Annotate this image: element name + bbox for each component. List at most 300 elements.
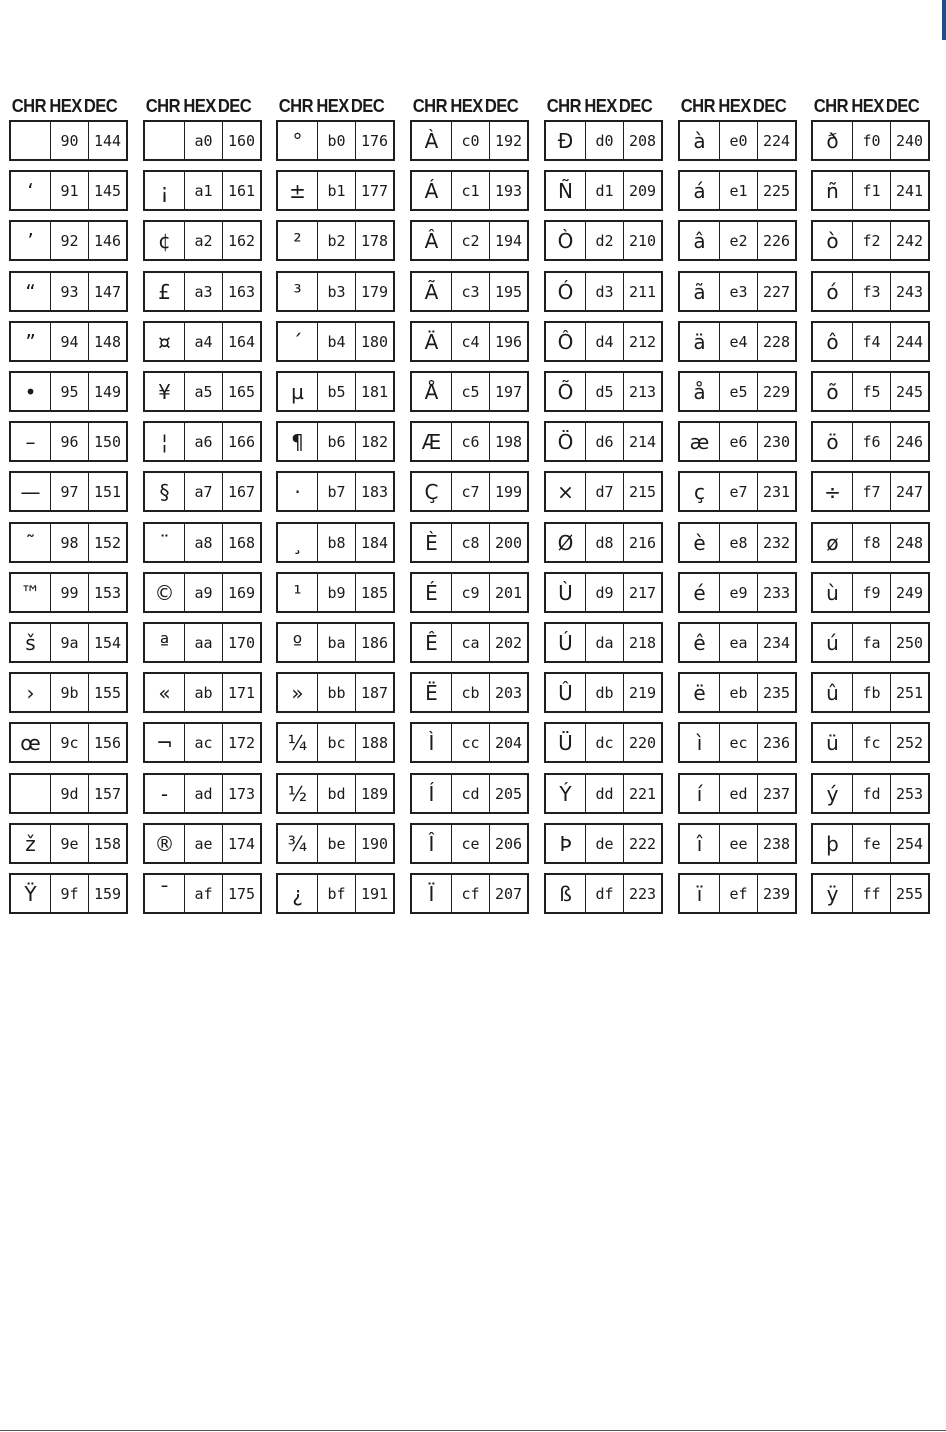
decimal-code-cell: 245: [895, 382, 924, 401]
character-cell: î: [680, 825, 720, 862]
character-cell: ”: [11, 323, 51, 360]
hex-code-cell: d8: [586, 524, 624, 561]
table-row: [143, 471, 262, 512]
decimal-code-cell: 201: [494, 583, 523, 602]
decimal-code-cell: 146: [93, 231, 122, 250]
character-cell: £: [145, 273, 185, 310]
decimal-code-cell: 239: [762, 884, 791, 903]
decimal-code-cell: 180: [360, 332, 389, 351]
character-cell: Ç: [412, 473, 452, 510]
table-row: [410, 572, 529, 613]
hex-code-cell: d7: [586, 473, 624, 510]
table-row: [9, 170, 128, 211]
character-cell: [11, 775, 51, 812]
decimal-code-cell: 227: [762, 282, 791, 301]
table-row: [276, 220, 395, 261]
hex-code-cell: d5: [586, 373, 624, 410]
table-row: [9, 873, 128, 914]
character-cell: ù: [813, 574, 853, 611]
table-column: [678, 95, 797, 906]
character-cell: [11, 122, 51, 159]
hex-code-cell: a1: [185, 172, 223, 209]
hex-code-cell: c6: [452, 423, 490, 460]
decimal-code-cell: 233: [762, 583, 791, 602]
header-hex: HEX: [851, 95, 884, 116]
decimal-code-cell: 163: [227, 282, 256, 301]
decimal-code-cell: 158: [93, 834, 122, 853]
decimal-code-cell: 219: [628, 683, 657, 702]
hex-code-cell: d4: [586, 323, 624, 360]
decimal-code-cell: 193: [494, 181, 523, 200]
column-header: [544, 95, 653, 117]
character-cell: ð: [813, 122, 853, 159]
column-header: [410, 95, 519, 117]
character-cell: µ: [278, 373, 318, 410]
header-dec: DEC: [484, 95, 519, 116]
column-header: [276, 95, 385, 117]
table-row: [410, 170, 529, 211]
character-cell: í: [680, 775, 720, 812]
decimal-code-cell: 166: [227, 432, 256, 451]
decimal-code-cell: 217: [628, 583, 657, 602]
decimal-code-cell: 202: [494, 633, 523, 652]
table-row: [410, 371, 529, 412]
decimal-code-cell: 176: [360, 131, 389, 150]
hex-code-cell: a4: [185, 323, 223, 360]
character-cell: ç: [680, 473, 720, 510]
table-column: [811, 95, 930, 906]
decimal-code-cell: 168: [227, 533, 256, 552]
table-row: [276, 120, 395, 161]
table-row: [276, 622, 395, 663]
hex-code-cell: 91: [51, 172, 89, 209]
table-row: [811, 271, 930, 312]
character-cell: ¸: [278, 524, 318, 561]
hex-code-cell: c3: [452, 273, 490, 310]
decimal-code-cell: 241: [895, 181, 924, 200]
character-cell: ú: [813, 624, 853, 661]
decimal-code-cell: 223: [628, 884, 657, 903]
table-row: [811, 873, 930, 914]
character-cell: —: [11, 473, 51, 510]
decimal-code-cell: 225: [762, 181, 791, 200]
character-cell: °: [278, 122, 318, 159]
hex-code-cell: f7: [853, 473, 891, 510]
table-row: [811, 220, 930, 261]
footer-rule: [0, 1430, 946, 1431]
decimal-code-cell: 230: [762, 432, 791, 451]
character-cell: Ü: [546, 724, 586, 761]
hex-code-cell: d2: [586, 222, 624, 259]
header-hex: HEX: [183, 95, 216, 116]
table-row: [9, 471, 128, 512]
table-row: [811, 622, 930, 663]
header-hex: HEX: [450, 95, 483, 116]
hex-code-cell: ea: [720, 624, 758, 661]
header-chr: CHR: [813, 95, 848, 116]
decimal-code-cell: 165: [227, 382, 256, 401]
table-row: [276, 522, 395, 563]
table-row: [544, 672, 663, 713]
character-cell: ª: [145, 624, 185, 661]
hex-code-cell: b7: [318, 473, 356, 510]
hex-code-cell: dc: [586, 724, 624, 761]
table-row: [143, 170, 262, 211]
hex-code-cell: cc: [452, 724, 490, 761]
table-row: [811, 471, 930, 512]
decimal-code-cell: 167: [227, 482, 256, 501]
character-cell: §: [145, 473, 185, 510]
table-row: [410, 471, 529, 512]
decimal-code-cell: 182: [360, 432, 389, 451]
character-cell: ë: [680, 674, 720, 711]
decimal-code-cell: 216: [628, 533, 657, 552]
table-row: [143, 421, 262, 462]
character-cell: Ñ: [546, 172, 586, 209]
character-cell: Ò: [546, 222, 586, 259]
decimal-code-cell: 161: [227, 181, 256, 200]
character-cell: Ä: [412, 323, 452, 360]
decimal-code-cell: 224: [762, 131, 791, 150]
table-row: [544, 722, 663, 763]
hex-code-cell: a8: [185, 524, 223, 561]
hex-code-cell: f9: [853, 574, 891, 611]
table-row: [410, 773, 529, 814]
column-header: [143, 95, 252, 117]
decimal-code-cell: 190: [360, 834, 389, 853]
table-row: [143, 321, 262, 362]
decimal-code-cell: 221: [628, 784, 657, 803]
header-dec: DEC: [752, 95, 787, 116]
hex-code-cell: f5: [853, 373, 891, 410]
decimal-code-cell: 231: [762, 482, 791, 501]
column-header: [811, 95, 920, 117]
decimal-code-cell: 169: [227, 583, 256, 602]
character-cell: ¼: [278, 724, 318, 761]
table-row: [678, 773, 797, 814]
decimal-code-cell: 171: [227, 683, 256, 702]
decimal-code-cell: 170: [227, 633, 256, 652]
hex-code-cell: bb: [318, 674, 356, 711]
hex-code-cell: e4: [720, 323, 758, 360]
character-cell: ý: [813, 775, 853, 812]
decimal-code-cell: 250: [895, 633, 924, 652]
hex-code-cell: c7: [452, 473, 490, 510]
table-row: [9, 120, 128, 161]
hex-code-cell: f4: [853, 323, 891, 360]
table-row: [544, 220, 663, 261]
character-cell: Ù: [546, 574, 586, 611]
character-cell: œ: [11, 724, 51, 761]
character-cell: ¯: [145, 875, 185, 912]
header-hex: HEX: [316, 95, 349, 116]
decimal-code-cell: 232: [762, 533, 791, 552]
header-chr: CHR: [412, 95, 447, 116]
table-row: [9, 622, 128, 663]
hex-code-cell: e6: [720, 423, 758, 460]
character-cell: •: [11, 373, 51, 410]
hex-code-cell: bd: [318, 775, 356, 812]
table-row: [276, 170, 395, 211]
decimal-code-cell: 246: [895, 432, 924, 451]
table-row: [678, 572, 797, 613]
hex-code-cell: 94: [51, 323, 89, 360]
decimal-code-cell: 247: [895, 482, 924, 501]
character-cell: ³: [278, 273, 318, 310]
hex-code-cell: e5: [720, 373, 758, 410]
decimal-code-cell: 173: [227, 784, 256, 803]
character-cell: ö: [813, 423, 853, 460]
character-cell: Û: [546, 674, 586, 711]
decimal-code-cell: 206: [494, 834, 523, 853]
table-row: [410, 120, 529, 161]
decimal-code-cell: 188: [360, 733, 389, 752]
table-row: [544, 371, 663, 412]
table-row: [410, 522, 529, 563]
character-cell: ¤: [145, 323, 185, 360]
table-row: [9, 823, 128, 864]
hex-code-cell: aa: [185, 624, 223, 661]
decimal-code-cell: 174: [227, 834, 256, 853]
header-chr: CHR: [11, 95, 46, 116]
hex-code-cell: 96: [51, 423, 89, 460]
hex-code-cell: d9: [586, 574, 624, 611]
decimal-code-cell: 145: [93, 181, 122, 200]
hex-code-cell: fe: [853, 825, 891, 862]
decimal-code-cell: 164: [227, 332, 256, 351]
hex-code-cell: cf: [452, 875, 490, 912]
character-cell: á: [680, 172, 720, 209]
character-cell: ¬: [145, 724, 185, 761]
hex-code-cell: 9b: [51, 674, 89, 711]
decimal-code-cell: 222: [628, 834, 657, 853]
table-row: [410, 321, 529, 362]
decimal-code-cell: 249: [895, 583, 924, 602]
character-cell: ü: [813, 724, 853, 761]
table-row: [678, 823, 797, 864]
decimal-code-cell: 186: [360, 633, 389, 652]
header-hex: HEX: [718, 95, 751, 116]
hex-code-cell: fd: [853, 775, 891, 812]
table-row: [9, 773, 128, 814]
table-row: [276, 823, 395, 864]
hex-code-cell: e9: [720, 574, 758, 611]
table-row: [9, 371, 128, 412]
table-row: [678, 321, 797, 362]
hex-code-cell: dd: [586, 775, 624, 812]
character-cell: ¶: [278, 423, 318, 460]
character-cell: ™: [11, 574, 51, 611]
hex-code-cell: 92: [51, 222, 89, 259]
table-row: [143, 220, 262, 261]
character-cell: Ú: [546, 624, 586, 661]
table-column: [143, 95, 262, 906]
character-cell: ÷: [813, 473, 853, 510]
table-row: [544, 321, 663, 362]
character-cell: º: [278, 624, 318, 661]
table-row: [544, 873, 663, 914]
hex-code-cell: 95: [51, 373, 89, 410]
hex-code-cell: ec: [720, 724, 758, 761]
table-row: [678, 271, 797, 312]
hex-code-cell: 90: [51, 122, 89, 159]
hex-code-cell: df: [586, 875, 624, 912]
header-dec: DEC: [618, 95, 653, 116]
character-cell: Ø: [546, 524, 586, 561]
decimal-code-cell: 200: [494, 533, 523, 552]
table-row: [544, 522, 663, 563]
character-cell: È: [412, 524, 452, 561]
decimal-code-cell: 244: [895, 332, 924, 351]
character-cell: «: [145, 674, 185, 711]
decimal-code-cell: 220: [628, 733, 657, 752]
decimal-code-cell: 150: [93, 432, 122, 451]
character-cell: »: [278, 674, 318, 711]
header-dec: DEC: [885, 95, 920, 116]
table-row: [9, 220, 128, 261]
table-row: [143, 271, 262, 312]
decimal-code-cell: 237: [762, 784, 791, 803]
table-row: [410, 722, 529, 763]
table-row: [811, 522, 930, 563]
character-cell: ¥: [145, 373, 185, 410]
decimal-code-cell: 240: [895, 131, 924, 150]
table-row: [276, 873, 395, 914]
table-row: [811, 371, 930, 412]
character-cell: ¿: [278, 875, 318, 912]
hex-code-cell: f8: [853, 524, 891, 561]
column-header: [9, 95, 118, 117]
hex-code-cell: b9: [318, 574, 356, 611]
hex-code-cell: be: [318, 825, 356, 862]
character-cell: ‘: [11, 172, 51, 209]
hex-code-cell: 9c: [51, 724, 89, 761]
hex-code-cell: eb: [720, 674, 758, 711]
table-column: [9, 95, 128, 906]
hex-code-cell: bc: [318, 724, 356, 761]
table-row: [678, 471, 797, 512]
table-row: [276, 722, 395, 763]
decimal-code-cell: 228: [762, 332, 791, 351]
hex-code-cell: 98: [51, 524, 89, 561]
decimal-code-cell: 252: [895, 733, 924, 752]
table-row: [678, 622, 797, 663]
hex-code-cell: f1: [853, 172, 891, 209]
table-row: [811, 321, 930, 362]
character-cell: “: [11, 273, 51, 310]
character-cell: ã: [680, 273, 720, 310]
table-row: [811, 170, 930, 211]
decimal-code-cell: 151: [93, 482, 122, 501]
decimal-code-cell: 191: [360, 884, 389, 903]
table-row: [410, 271, 529, 312]
table-row: [410, 220, 529, 261]
decimal-code-cell: 184: [360, 533, 389, 552]
character-cell: ×: [546, 473, 586, 510]
decimal-code-cell: 214: [628, 432, 657, 451]
table-row: [276, 321, 395, 362]
character-cell: ¦: [145, 423, 185, 460]
hex-code-cell: b4: [318, 323, 356, 360]
table-row: [276, 471, 395, 512]
table-row: [9, 271, 128, 312]
character-cell: â: [680, 222, 720, 259]
character-cell: é: [680, 574, 720, 611]
hex-code-cell: 99: [51, 574, 89, 611]
decimal-code-cell: 218: [628, 633, 657, 652]
hex-code-cell: b3: [318, 273, 356, 310]
table-row: [811, 672, 930, 713]
hex-code-cell: e2: [720, 222, 758, 259]
table-row: [276, 672, 395, 713]
table-row: [811, 120, 930, 161]
decimal-code-cell: 248: [895, 533, 924, 552]
decimal-code-cell: 147: [93, 282, 122, 301]
hex-code-cell: cb: [452, 674, 490, 711]
hex-code-cell: ca: [452, 624, 490, 661]
decimal-code-cell: 199: [494, 482, 523, 501]
hex-code-cell: c4: [452, 323, 490, 360]
decimal-code-cell: 155: [93, 683, 122, 702]
table-row: [143, 672, 262, 713]
table-row: [678, 220, 797, 261]
decimal-code-cell: 197: [494, 382, 523, 401]
hex-code-cell: ad: [185, 775, 223, 812]
table-row: [544, 170, 663, 211]
table-row: [678, 672, 797, 713]
hex-code-cell: f0: [853, 122, 891, 159]
hex-code-cell: c8: [452, 524, 490, 561]
hex-code-cell: fa: [853, 624, 891, 661]
decimal-code-cell: 195: [494, 282, 523, 301]
hex-code-cell: 9e: [51, 825, 89, 862]
hex-code-cell: 9a: [51, 624, 89, 661]
hex-code-cell: b1: [318, 172, 356, 209]
decimal-code-cell: 148: [93, 332, 122, 351]
character-cell: Ÿ: [11, 875, 51, 912]
decimal-code-cell: 189: [360, 784, 389, 803]
header-dec: DEC: [217, 95, 252, 116]
character-cell: Ð: [546, 122, 586, 159]
decimal-code-cell: 149: [93, 382, 122, 401]
decimal-code-cell: 156: [93, 733, 122, 752]
character-cell: Æ: [412, 423, 452, 460]
table-row: [678, 120, 797, 161]
character-cell: ½: [278, 775, 318, 812]
decimal-code-cell: 212: [628, 332, 657, 351]
character-cell: û: [813, 674, 853, 711]
table-row: [143, 722, 262, 763]
hex-code-cell: ed: [720, 775, 758, 812]
hex-code-cell: d6: [586, 423, 624, 460]
header-hex: HEX: [49, 95, 82, 116]
decimal-code-cell: 215: [628, 482, 657, 501]
table-row: [276, 371, 395, 412]
character-cell: [145, 122, 185, 159]
hex-code-cell: f2: [853, 222, 891, 259]
character-cell: ’: [11, 222, 51, 259]
hex-code-cell: cd: [452, 775, 490, 812]
decimal-code-cell: 211: [628, 282, 657, 301]
hex-code-cell: f6: [853, 423, 891, 460]
table-row: [143, 873, 262, 914]
hex-code-cell: ee: [720, 825, 758, 862]
hex-code-cell: e0: [720, 122, 758, 159]
character-cell: ˜: [11, 524, 51, 561]
character-cell: ì: [680, 724, 720, 761]
header-dec: DEC: [350, 95, 385, 116]
character-cell: Í: [412, 775, 452, 812]
